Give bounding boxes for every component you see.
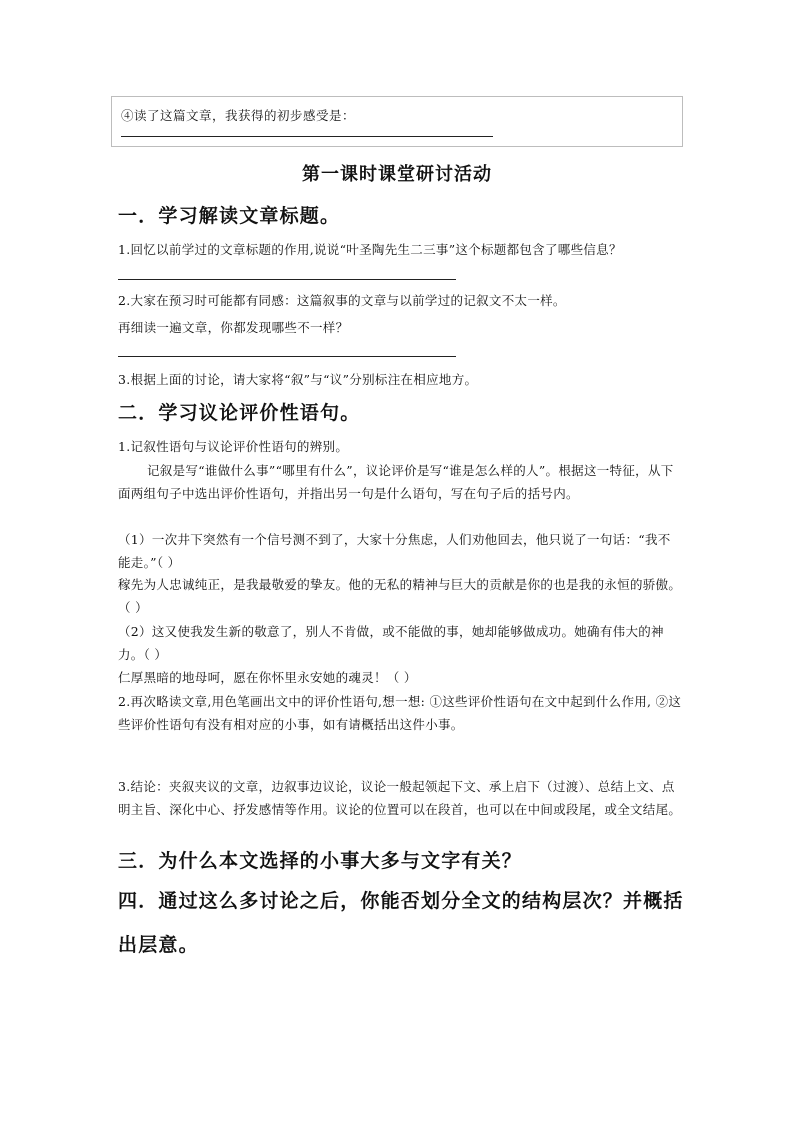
section-3-heading: 三．为什么本文选择的小事大多与文字有关？ <box>118 850 523 872</box>
example-sentence-3: （2）这又使我发生新的敬意了，别人不肯做，或不能做的事，她却能够做成功。她确有伟大的神力。（ ） <box>118 624 664 662</box>
section-2-explanation: 记叙是写“谁做什么事”“哪里有什么”，议论评价是写“谁是怎么样的人”。根据这一特征，从下面两组句子中选出评价性语句，并指出另一句是什么语句，写在句子后的括号内。 <box>118 463 674 501</box>
answer-line[interactable] <box>118 356 456 357</box>
reading-response-box <box>111 96 683 147</box>
example-sentence-2: 稼先为人忠诚纯正，是我最敬爱的挚友。他的无私的精神与巨大的贡献是你的也是我的永恒的骄傲。（ ） <box>118 577 682 615</box>
section-1-question-1: 1.回忆以前学过的文章标题的作用,说说“叶圣陶先生二三事”这个标题都包含了哪些信息？ <box>118 242 622 257</box>
answer-line[interactable] <box>121 136 493 137</box>
section-2-question-1: 1.记叙性语句与议论评价性语句的辨别。 <box>118 439 349 454</box>
page-title: 第一课时课堂研讨活动 <box>302 164 492 185</box>
example-sentence-4: 仁厚黑暗的地母呵，愿在你怀里永安她的魂灵！（ ） <box>118 670 417 685</box>
section-2-heading: 二．学习议论评价性语句。 <box>118 402 361 424</box>
response-prompt: ④读了这篇文章，我获得的初步感受是： <box>121 108 356 123</box>
section-2-conclusion: 3.结论：夹叙夹议的文章，边叙事边议论，议论一般起领起下文、承上启下（过渡）、总结上文、点明主旨、深化中心、抒发感情等作用。议论的位置可以在段首，也可以在中间或段尾，或全文结尾。 <box>118 779 682 817</box>
section-1-question-3: 3.根据上面的讨论，请大家将“叙”与“议”分别标注在相应地方。 <box>118 372 478 387</box>
example-sentence-1: （1）一次井下突然有一个信号测不到了，大家十分焦虑，人们劝他回去，他只说了一句话：“我不能走。”（ ） <box>118 532 671 570</box>
section-1-question-2-line-1: 2.大家在预习时可能都有同感：这篇叙事的文章与以前学过的记叙文不太一样。 <box>118 293 566 308</box>
section-1-heading: 一．学习解读文章标题。 <box>118 205 341 227</box>
section-1-question-2-line-2: 再细读一遍文章，你都发现哪些不一样？ <box>118 320 349 335</box>
section-2-question-2: 2.再次略读文章,用色笔画出文中的评价性语句,想一想: ①这些评价性语句在文中起到什么作用, ②这些评价性语句有没有相对应的小事，如有请概括出这件小事。 <box>118 694 682 732</box>
section-4-heading: 四．通过这么多讨论之后，你能否划分全文的结构层次？并概括出层意。 <box>118 890 684 956</box>
answer-line[interactable] <box>118 279 456 280</box>
